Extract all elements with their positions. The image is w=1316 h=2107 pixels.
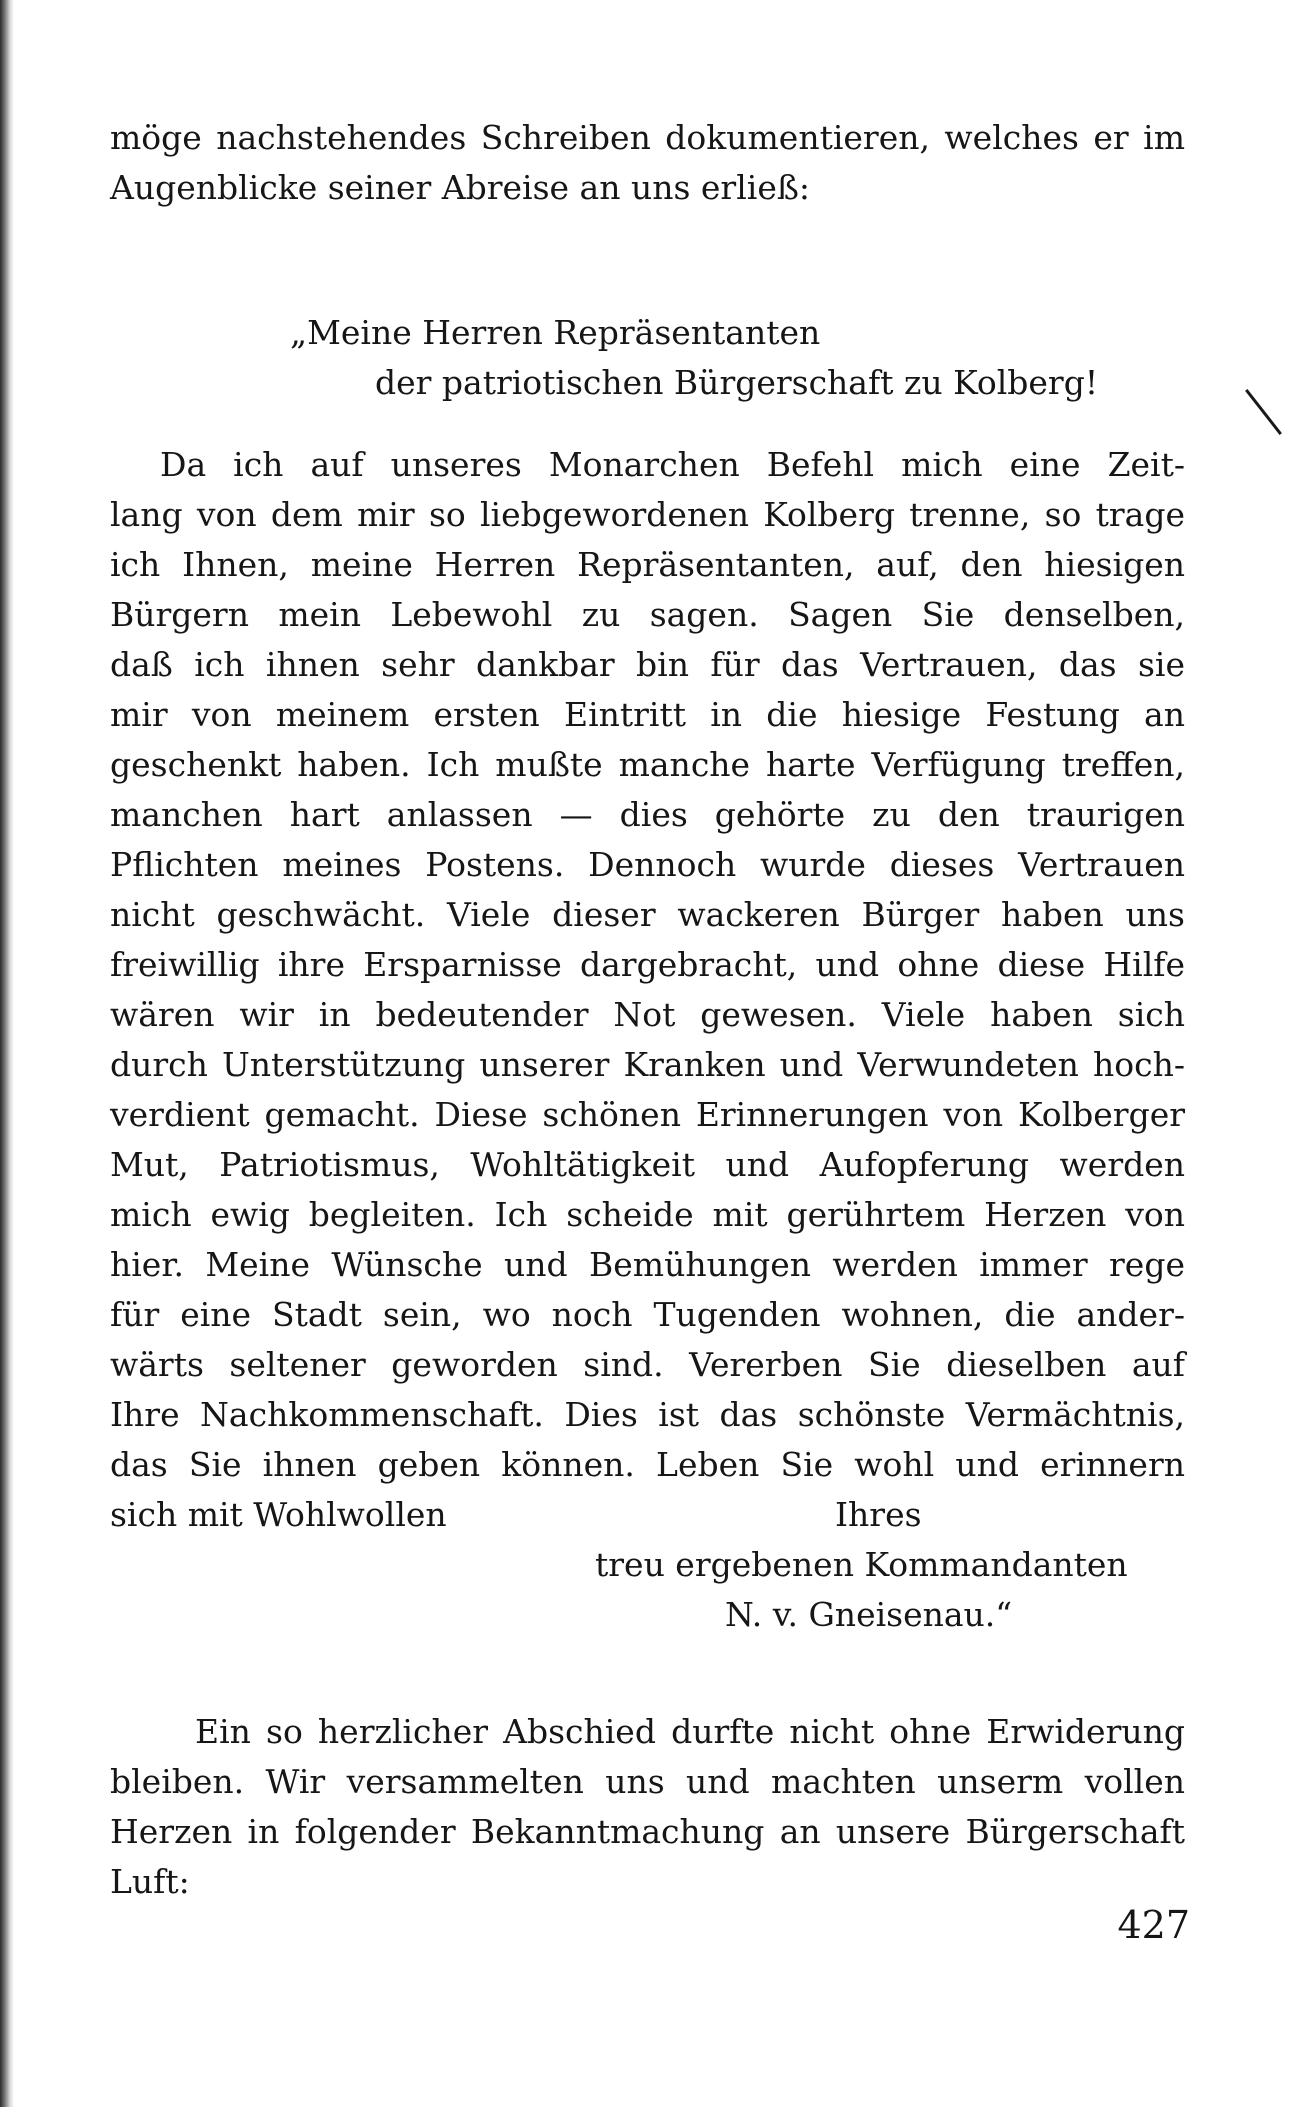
letter-line: für eine Stadt sein, wo noch Tugenden wohnen, die ander- <box>110 1295 1185 1334</box>
letter-line: Ihre Nachkommenschaft. Dies ist das schönste Vermächtnis, <box>110 1395 1185 1434</box>
paragraph-line: Luft: <box>110 1862 190 1901</box>
letter-line: freiwillig ihre Ersparnisse dargebracht, und ohne diese Hilfe <box>110 945 1185 984</box>
signature: N. v. Gneisenau.“ <box>725 1595 1013 1634</box>
page-number: 427 <box>1117 1903 1190 1947</box>
letter-line: verdient gemacht. Diese schönen Erinnerungen von Kolberger <box>110 1095 1185 1134</box>
letter-line: wärts seltener geworden sind. Vererben Sie dieselben auf <box>110 1345 1185 1384</box>
letter-line: wären wir in bedeutender Not gewesen. Viele haben sich <box>110 995 1185 1034</box>
closing-line: treu ergebenen Kommandanten <box>595 1545 1128 1584</box>
closing-left: sich mit Wohlwollen <box>110 1495 447 1534</box>
letter-line: ich Ihnen, meine Herren Repräsentanten, auf, den hiesigen <box>110 545 1185 584</box>
paragraph-line: bleiben. Wir versammelten uns und machten unserm vollen <box>110 1762 1185 1801</box>
letter-line: Pflichten meines Postens. Dennoch wurde dieses Vertrauen <box>110 845 1185 884</box>
letter-line: Mut, Patriotismus, Wohltätigkeit und Aufopferung werden <box>110 1145 1185 1184</box>
intro-line: möge nachstehendes Schreiben dokumentieren, welches er im <box>110 118 1185 157</box>
letter-line: Da ich auf unseres Monarchen Befehl mich eine Zeit- <box>160 445 1185 484</box>
salutation-line: „Meine Herren Repräsentanten <box>290 313 821 352</box>
scan-mark <box>1245 389 1282 435</box>
letter-line: mir von meinem ersten Eintritt in die hiesige Festung an <box>110 695 1185 734</box>
letter-line: geschenkt haben. Ich mußte manche harte Verfügung treffen, <box>110 745 1185 784</box>
letter-line: daß ich ihnen sehr dankbar bin für das Vertrauen, das sie <box>110 645 1185 684</box>
letter-line: mich ewig begleiten. Ich scheide mit gerührtem Herzen von <box>110 1195 1185 1234</box>
closing-right: Ihres <box>835 1495 922 1534</box>
intro-line: Augenblicke seiner Abreise an uns erließ: <box>110 168 811 207</box>
letter-line: nicht geschwächt. Viele dieser wackeren Bürger haben uns <box>110 895 1185 934</box>
letter-line: das Sie ihnen geben können. Leben Sie wohl und erinnern <box>110 1445 1185 1484</box>
letter-line: durch Unterstützung unserer Kranken und Verwundeten hoch- <box>110 1045 1185 1084</box>
letter-line: manchen hart anlassen — dies gehörte zu den traurigen <box>110 795 1185 834</box>
salutation-line: der patriotischen Bürgerschaft zu Kolberg! <box>375 363 1099 402</box>
paragraph-line: Herzen in folgender Bekanntmachung an unsere Bürgerschaft <box>110 1812 1185 1851</box>
letter-line: lang von dem mir so liebgewordenen Kolberg trenne, so trage <box>110 495 1185 534</box>
letter-line: Bürgern mein Lebewohl zu sagen. Sagen Sie denselben, <box>110 595 1185 634</box>
scan-edge-shadow <box>0 0 14 2107</box>
paragraph-line: Ein so herzlicher Abschied durfte nicht ohne Erwiderung <box>195 1712 1185 1751</box>
letter-line: hier. Meine Wünsche und Bemühungen werden immer rege <box>110 1245 1185 1284</box>
